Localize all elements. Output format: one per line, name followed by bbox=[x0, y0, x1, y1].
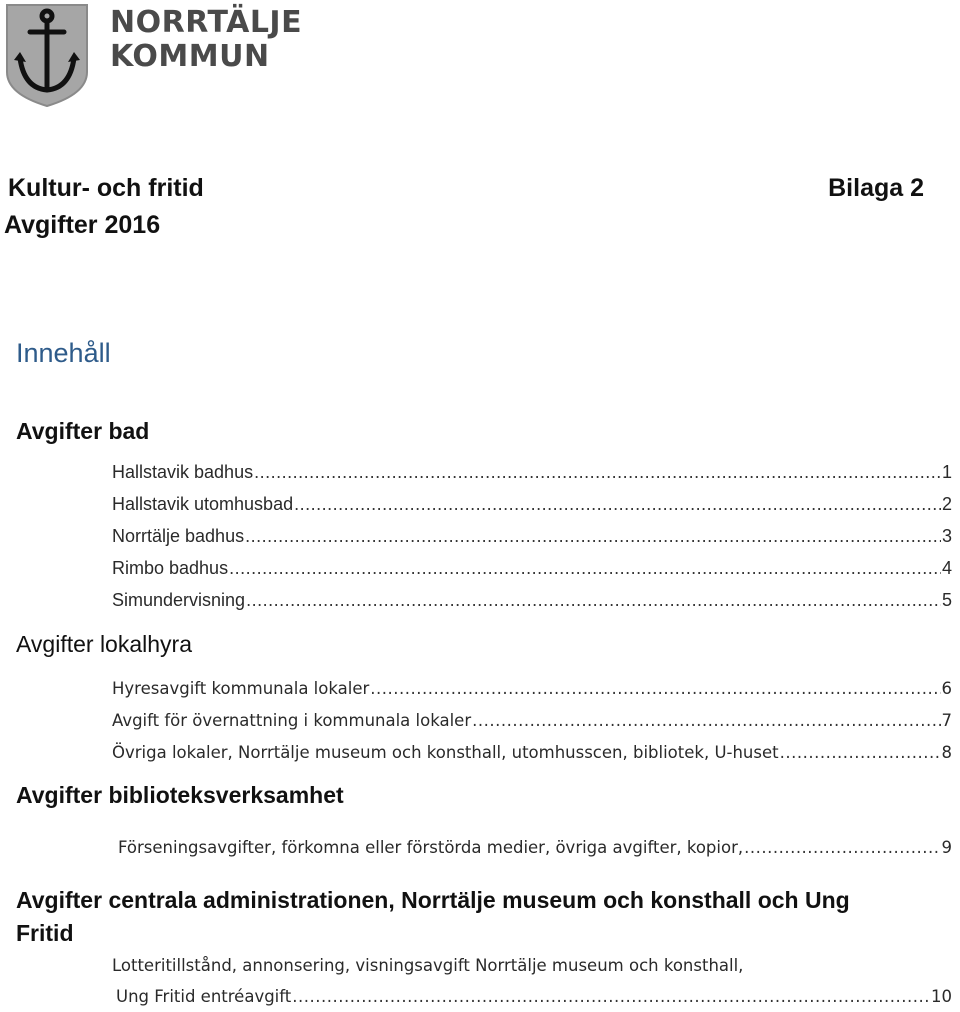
municipality-logo-text bbox=[110, 6, 302, 74]
toc-entry-label: Avgift för övernattning i kommunala lokaler bbox=[112, 711, 472, 730]
toc-entry[interactable] bbox=[112, 526, 952, 547]
toc-entry[interactable] bbox=[112, 558, 952, 579]
toc-entry[interactable] bbox=[112, 494, 952, 515]
toc-leader bbox=[370, 679, 940, 698]
toc-entry-label: Rimbo badhus bbox=[112, 558, 229, 578]
logo-line1: NORRTÄLJE bbox=[110, 5, 303, 40]
toc-entry[interactable] bbox=[118, 838, 952, 857]
toc-leader bbox=[254, 462, 941, 483]
toc-entry-page: 4 bbox=[941, 558, 952, 578]
toc-entry[interactable] bbox=[112, 590, 952, 611]
anchor-shield-icon bbox=[4, 2, 90, 108]
toc-leader bbox=[780, 743, 941, 762]
logo-line2: KOMMUN bbox=[110, 39, 270, 74]
toc-entry-page: 5 bbox=[941, 590, 952, 610]
toc-entry-label: Norrtälje badhus bbox=[112, 526, 245, 546]
appendix-label: Bilaga 2 bbox=[828, 174, 924, 202]
toc-entry[interactable] bbox=[116, 987, 952, 1006]
toc-entry[interactable] bbox=[112, 711, 952, 730]
toc-entry[interactable] bbox=[112, 679, 952, 698]
toc-entry-page: 3 bbox=[941, 526, 952, 546]
toc-leader bbox=[246, 590, 941, 611]
toc-entry-label: Hyresavgift kommunala lokaler bbox=[112, 679, 370, 698]
toc-entry-label: Hallstavik utomhusbad bbox=[112, 494, 294, 514]
toc-entry-page: 10 bbox=[931, 987, 952, 1006]
toc-entry[interactable] bbox=[112, 462, 952, 483]
toc-entry-label: Ung Fritid entréavgift bbox=[116, 987, 292, 1006]
section-heading-centrala-administrationen-cont: Fritid bbox=[16, 920, 74, 946]
toc-entry-label: Övriga lokaler, Norrtälje museum och konsthall, utomhusscen, bibliotek, U-huset bbox=[112, 743, 779, 762]
toc-entry-label: Simundervisning bbox=[112, 590, 246, 610]
toc-leader bbox=[472, 711, 940, 730]
toc-leader bbox=[229, 558, 941, 579]
toc-entry-page: 6 bbox=[941, 679, 952, 698]
toc-entry[interactable] bbox=[112, 743, 952, 762]
section-heading-bad: Avgifter bad bbox=[16, 418, 150, 444]
toc-leader bbox=[292, 987, 930, 1006]
toc-leader bbox=[744, 838, 940, 857]
toc-entry-label-line1: Lotteritillstånd, annonsering, visningsavgift Norrtälje museum och konsthall, bbox=[112, 956, 744, 975]
toc-entry-page: 1 bbox=[941, 462, 952, 482]
toc-leader bbox=[294, 494, 941, 515]
toc-entry-label: Hallstavik badhus bbox=[112, 462, 254, 482]
toc-entry-page: 9 bbox=[941, 838, 952, 857]
department-title: Kultur- och fritid bbox=[8, 174, 204, 202]
municipality-logo-emblem bbox=[4, 2, 90, 108]
toc-entry-page: 2 bbox=[941, 494, 952, 514]
toc-entry-page: 7 bbox=[941, 711, 952, 730]
toc-title: Innehåll bbox=[16, 338, 111, 368]
section-heading-biblioteksverksamhet: Avgifter biblioteksverksamhet bbox=[16, 782, 344, 808]
section-heading-lokalhyra: Avgifter lokalhyra bbox=[16, 631, 192, 657]
toc-entry-page: 8 bbox=[941, 743, 952, 762]
section-heading-centrala-administrationen: Avgifter centrala administrationen, Norrtälje museum och konsthall och Ung bbox=[16, 887, 850, 913]
toc-entry-label: Förseningsavgifter, förkomna eller förstörda medier, övriga avgifter, kopior, bbox=[118, 838, 744, 857]
toc-leader bbox=[245, 526, 941, 547]
document-subtitle: Avgifter 2016 bbox=[4, 211, 161, 239]
